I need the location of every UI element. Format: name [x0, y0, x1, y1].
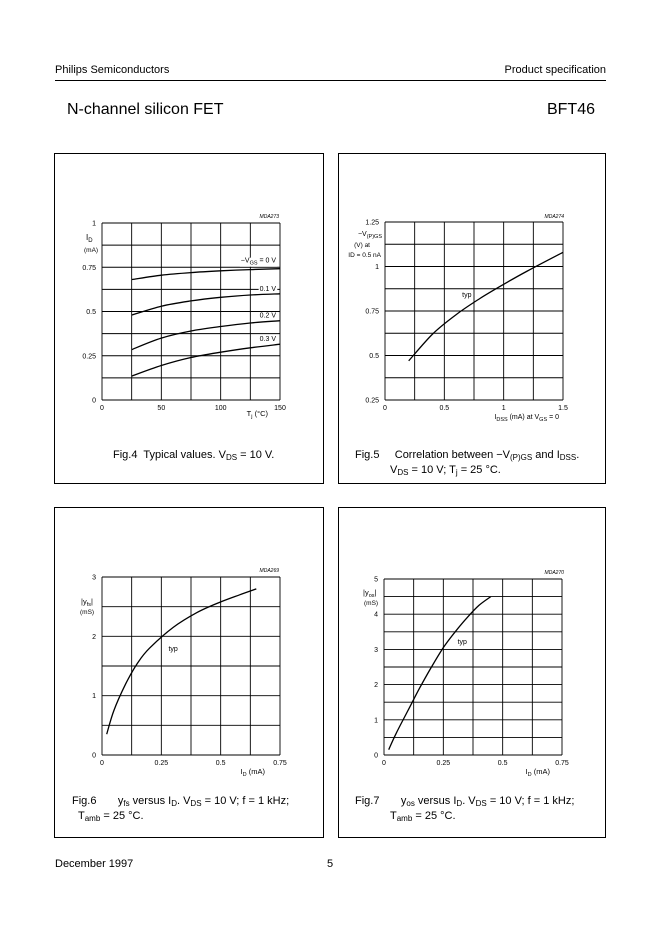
x-axis-label: $T_j$ (°C)	[246, 409, 268, 420]
y-axis-unit: (mS)	[80, 609, 95, 616]
curve-label: 0.3 V	[259, 336, 276, 344]
plot-grid	[385, 222, 563, 400]
curve-label: typ	[457, 639, 467, 647]
plot-grid	[102, 223, 280, 400]
x-tick-label: 1.5	[558, 405, 568, 412]
y-tick-label: 0.25	[365, 397, 379, 405]
x-axis-label: $I_D$ (mA)	[525, 767, 550, 778]
y-tick-label: 0	[92, 397, 96, 405]
part-number: BFT46	[546, 101, 595, 118]
curve-label: $-V_{GS} = 0$ V	[240, 257, 276, 267]
x-tick-label: 0.25	[436, 760, 451, 767]
y-tick-label: 3	[374, 646, 378, 654]
series-line-1	[107, 589, 257, 734]
figure-4-panel	[54, 153, 324, 484]
figure-5-chart	[339, 154, 605, 483]
footer-date: December 1997	[55, 858, 134, 870]
figure-5-panel	[338, 153, 606, 484]
y-tick-label: 0.5	[86, 309, 96, 316]
series-line-1	[409, 252, 563, 360]
x-tick-label: 100	[214, 405, 227, 412]
curve-label: 0.1 V	[259, 285, 276, 293]
y-tick-label: 1	[92, 220, 96, 228]
curve-label: 0.2 V	[259, 312, 276, 320]
series-line-1	[132, 269, 280, 280]
x-tick-label: 0.5	[215, 760, 226, 767]
y-axis-label: $I_D$	[86, 233, 93, 244]
figure-code: MDA269	[259, 568, 279, 574]
figure-code: MDA270	[544, 570, 564, 576]
x-tick-label: 0	[383, 405, 387, 412]
figure-7-caption: Fig.7 $y_{os}$ versus $I_D$. $V_{DS} = 10$ V; f = 1 kHz; $T_{amb} = 25$ °C.	[355, 795, 575, 823]
figure-4-chart	[55, 154, 323, 483]
x-tick-label: 50	[157, 405, 166, 412]
y-axis-label-line3: ID = 0.5 nA	[348, 252, 381, 259]
plot-grid	[102, 577, 280, 755]
y-axis-label: $-V_{(P)GS}$	[357, 231, 382, 240]
x-tick-label: 150	[274, 405, 286, 412]
document-type: Product specification	[504, 64, 606, 76]
x-axis-label: $I_{DSS}$ (mA) at $V_{GS} = 0$	[494, 414, 559, 423]
figure-code: MDA273	[259, 214, 279, 220]
y-tick-label: 0	[374, 752, 378, 760]
series-line-1	[389, 597, 491, 750]
x-tick-label: 0	[100, 760, 104, 767]
y-axis-label: $|y_{os}|$	[363, 588, 377, 599]
x-axis-label: $I_D$ (mA)	[240, 767, 265, 778]
y-axis-unit: (mS)	[364, 600, 379, 607]
curve-label: typ	[462, 291, 472, 299]
header-rule	[55, 80, 606, 81]
figure-5-caption: Fig.5 Correlation between $-V_{(P)GS}$ and $I_{DSS}$. $V_{DS} = 10$ V; $T_j = 25$ °C.	[355, 449, 580, 477]
figure-6-panel	[54, 507, 324, 838]
y-axis-unit: (mA)	[84, 247, 99, 254]
figure-7-chart	[339, 508, 605, 837]
x-tick-label: 0.75	[555, 760, 569, 767]
series-line-3	[132, 321, 280, 350]
curve-label: typ	[168, 646, 178, 654]
y-tick-label: 0	[92, 752, 96, 760]
x-tick-label: 0.5	[439, 405, 450, 412]
y-tick-label: 3	[92, 574, 96, 582]
y-tick-label: 1	[374, 717, 378, 725]
y-tick-label: 1	[92, 693, 96, 701]
x-tick-label: 0	[382, 760, 386, 767]
y-tick-label: 1.25	[365, 219, 379, 227]
x-tick-label: 0.5	[497, 760, 508, 767]
x-tick-label: 0.75	[273, 760, 287, 767]
figure-6-caption: Fig.6 $y_{fs}$ versus $I_D$. $V_{DS} = 10$ V; f = 1 kHz; $T_{amb} = 25$ °C.	[72, 795, 290, 823]
y-tick-label: 0.75	[82, 264, 96, 272]
x-tick-label: 1	[501, 405, 506, 412]
series-line-4	[132, 344, 280, 376]
company-name: Philips Semiconductors	[55, 64, 170, 76]
y-tick-label: 0.25	[82, 353, 96, 361]
y-tick-label: 2	[92, 633, 96, 641]
x-tick-label: 0.25	[154, 760, 169, 767]
figure-7-panel	[338, 507, 606, 838]
y-tick-label: 5	[374, 576, 378, 584]
y-axis-label-line2: (V) at	[354, 242, 370, 249]
figure-code: MDA274	[544, 214, 564, 220]
y-tick-label: 1	[375, 264, 379, 271]
y-tick-label: 4	[374, 611, 378, 619]
figure-4-caption: Fig.4 Typical values. $V_{DS} = 10$ V.	[113, 449, 275, 462]
y-tick-label: 2	[374, 682, 378, 690]
x-tick-label: 0	[100, 405, 104, 412]
plot-grid	[384, 579, 562, 755]
y-axis-label: $|y_{fs}|$	[81, 597, 93, 608]
page-title: N-channel silicon FET	[67, 101, 224, 118]
y-tick-label: 0.75	[365, 308, 379, 316]
y-tick-label: 0.5	[369, 353, 379, 360]
figure-6-chart	[55, 508, 323, 837]
page-number: 5	[327, 858, 334, 870]
